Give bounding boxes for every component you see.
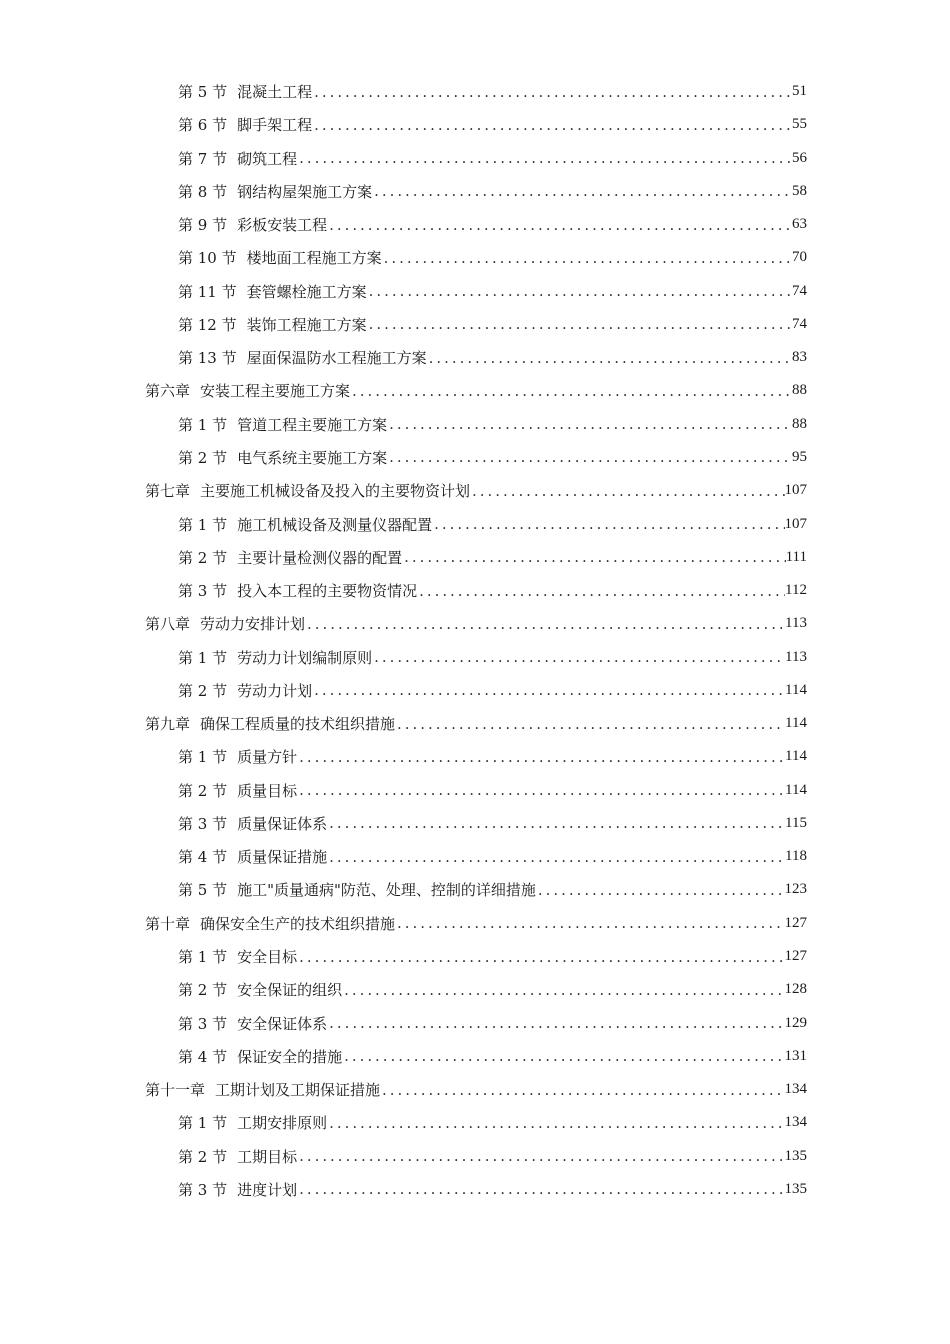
toc-dot-leader xyxy=(297,149,792,167)
toc-entry-title: 脚手架工程 xyxy=(237,116,313,135)
toc-entry-title: 安装工程主要施工方案 xyxy=(200,382,351,401)
toc-entry-number: 第八章 xyxy=(145,615,191,634)
toc-entry-number: 第 6 节 xyxy=(178,116,228,135)
toc-section-entry[interactable] xyxy=(178,508,807,541)
toc-entry-page-number: 55 xyxy=(792,116,807,133)
toc-entry-number: 第 1 节 xyxy=(178,415,228,434)
toc-entry-title: 进度计划 xyxy=(237,1180,298,1199)
toc-entry-number: 第 2 节 xyxy=(178,448,228,467)
toc-section-entry[interactable] xyxy=(178,308,807,341)
toc-dot-leader xyxy=(305,615,785,633)
toc-entry-title: 砌筑工程 xyxy=(237,149,298,168)
toc-entry-title: 工期计划及工期保证措施 xyxy=(215,1081,381,1100)
toc-entry-page-number: 135 xyxy=(784,1147,807,1164)
toc-entry-title: 装饰工程施工方案 xyxy=(246,315,367,334)
toc-section-entry[interactable] xyxy=(178,108,807,141)
toc-entry-number: 第 5 节 xyxy=(178,881,228,900)
toc-section-entry[interactable] xyxy=(178,1173,807,1206)
toc-entry-number: 第 10 节 xyxy=(178,249,237,268)
toc-entry-number: 第 7 节 xyxy=(178,149,228,168)
toc-section-entry[interactable] xyxy=(178,940,807,973)
toc-entry-number: 第 2 节 xyxy=(178,1147,228,1166)
toc-entry-title: 安全目标 xyxy=(237,948,298,967)
toc-entry-title: 套管螺栓施工方案 xyxy=(246,282,367,301)
toc-entry-title: 安全保证的组织 xyxy=(237,981,343,1000)
toc-dot-leader xyxy=(432,515,784,533)
toc-entry-title: 劳动力安排计划 xyxy=(200,615,306,634)
toc-entry-number: 第 1 节 xyxy=(178,1114,228,1133)
toc-entry-title: 质量方针 xyxy=(237,748,298,767)
toc-entry-page-number: 74 xyxy=(792,315,807,332)
toc-section-entry[interactable] xyxy=(178,674,807,707)
toc-entry-page-number: 115 xyxy=(785,814,807,831)
toc-entry-page-number: 135 xyxy=(784,1180,807,1197)
toc-entry-page-number: 70 xyxy=(792,249,807,266)
toc-entry-page-number: 134 xyxy=(784,1081,807,1098)
toc-entry-page-number: 114 xyxy=(785,748,807,765)
toc-dot-leader xyxy=(427,349,792,367)
toc-chapter-entry[interactable] xyxy=(145,1073,807,1106)
toc-chapter-entry[interactable] xyxy=(145,374,807,407)
toc-dot-leader xyxy=(297,1147,784,1165)
toc-dot-leader xyxy=(312,116,792,134)
toc-entry-page-number: 114 xyxy=(785,715,807,732)
toc-entry-number: 第十章 xyxy=(145,914,191,933)
toc-entry-number: 第九章 xyxy=(145,715,191,734)
toc-section-entry[interactable] xyxy=(178,641,807,674)
toc-dot-leader xyxy=(402,548,786,566)
toc-section-entry[interactable] xyxy=(178,807,807,840)
toc-dot-leader xyxy=(387,448,792,466)
toc-entry-number: 第七章 xyxy=(145,482,191,501)
toc-entry-page-number: 88 xyxy=(792,415,807,432)
toc-entry-page-number: 112 xyxy=(785,582,807,599)
toc-dot-leader xyxy=(395,914,784,932)
toc-entry-title: 屋面保温防水工程施工方案 xyxy=(246,349,427,368)
toc-entry-number: 第 12 节 xyxy=(178,315,237,334)
toc-dot-leader xyxy=(327,216,792,234)
toc-section-entry[interactable] xyxy=(178,175,807,208)
toc-section-entry[interactable] xyxy=(178,208,807,241)
toc-entry-page-number: 74 xyxy=(792,282,807,299)
toc-section-entry[interactable] xyxy=(178,341,807,374)
toc-entry-number: 第 3 节 xyxy=(178,582,228,601)
toc-entry-title: 劳动力计划编制原则 xyxy=(237,648,373,667)
toc-section-entry[interactable] xyxy=(178,873,807,906)
toc-entry-title: 工期安排原则 xyxy=(237,1114,328,1133)
toc-entry-number: 第 1 节 xyxy=(178,948,228,967)
toc-entry-number: 第 3 节 xyxy=(178,814,228,833)
toc-entry-page-number: 107 xyxy=(784,515,807,532)
toc-dot-leader xyxy=(536,881,785,899)
toc-dot-leader xyxy=(312,83,792,101)
toc-entry-page-number: 129 xyxy=(784,1014,807,1031)
toc-entry-title: 主要计量检测仪器的配置 xyxy=(237,548,403,567)
toc-dot-leader xyxy=(382,249,792,267)
toc-entry-page-number: 118 xyxy=(785,848,807,865)
toc-entry-number: 第 1 节 xyxy=(178,748,228,767)
toc-entry-title: 确保工程质量的技术组织措施 xyxy=(200,715,396,734)
toc-entry-number: 第 3 节 xyxy=(178,1014,228,1033)
toc-dot-leader xyxy=(297,948,784,966)
toc-entry-page-number: 58 xyxy=(792,182,807,199)
toc-entry-title: 主要施工机械设备及投入的主要物资计划 xyxy=(200,482,471,501)
toc-entry-page-number: 113 xyxy=(785,615,807,632)
toc-dot-leader xyxy=(297,781,785,799)
toc-section-entry[interactable] xyxy=(178,574,807,607)
toc-entry-title: 质量目标 xyxy=(237,781,298,800)
toc-entry-number: 第 1 节 xyxy=(178,648,228,667)
toc-entry-page-number: 113 xyxy=(785,648,807,665)
toc-dot-leader xyxy=(372,648,785,666)
toc-entry-page-number: 107 xyxy=(784,482,807,499)
toc-entry-number: 第 1 节 xyxy=(178,515,228,534)
toc-entry-number: 第 2 节 xyxy=(178,681,228,700)
toc-entry-page-number: 56 xyxy=(792,149,807,166)
toc-chapter-entry[interactable] xyxy=(145,607,807,640)
toc-section-entry[interactable] xyxy=(178,1140,807,1173)
toc-entry-title: 施工"质量通病"防范、处理、控制的详细措施 xyxy=(237,881,536,900)
toc-entry-title: 质量保证体系 xyxy=(237,814,328,833)
toc-section-entry[interactable] xyxy=(178,1106,807,1139)
toc-entry-title: 安全保证体系 xyxy=(237,1014,328,1033)
toc-entry-page-number: 111 xyxy=(785,548,807,565)
toc-entry-title: 混凝土工程 xyxy=(237,83,313,101)
toc-dot-leader xyxy=(327,1014,784,1032)
toc-section-entry[interactable] xyxy=(178,142,807,175)
toc-entry-number: 第 11 节 xyxy=(178,282,237,301)
toc-entry-title: 工期目标 xyxy=(237,1147,298,1166)
toc-entry-number: 第 8 节 xyxy=(178,182,228,201)
toc-dot-leader xyxy=(470,482,784,500)
toc-chapter-entry[interactable] xyxy=(145,474,807,507)
toc-dot-leader xyxy=(312,681,785,699)
toc-section-entry[interactable] xyxy=(178,973,807,1006)
toc-entry-page-number: 51 xyxy=(792,83,807,99)
toc-section-entry[interactable] xyxy=(178,774,807,807)
toc-entry-page-number: 114 xyxy=(785,781,807,798)
toc-dot-leader xyxy=(395,715,785,733)
toc-section-entry[interactable] xyxy=(178,541,807,574)
toc-entry-number: 第十一章 xyxy=(145,1081,206,1100)
toc-dot-leader xyxy=(342,1047,784,1065)
toc-section-entry[interactable] xyxy=(178,740,807,773)
toc-entry-number: 第六章 xyxy=(145,382,191,401)
toc-dot-leader xyxy=(387,415,792,433)
toc-entry-page-number: 127 xyxy=(784,948,807,965)
toc-entry-title: 电气系统主要施工方案 xyxy=(237,448,388,467)
toc-section-entry[interactable] xyxy=(178,1007,807,1040)
toc-entry-number: 第 2 节 xyxy=(178,781,228,800)
toc-section-entry[interactable] xyxy=(178,441,807,474)
toc-entry-title: 彩板安装工程 xyxy=(237,216,328,235)
toc-entry-title: 劳动力计划 xyxy=(237,681,313,700)
toc-chapter-entry[interactable] xyxy=(145,707,807,740)
toc-section-entry[interactable] xyxy=(178,840,807,873)
toc-dot-leader xyxy=(327,848,785,866)
toc-entry-page-number: 134 xyxy=(784,1114,807,1131)
toc-entry-title: 保证安全的措施 xyxy=(237,1047,343,1066)
toc-dot-leader xyxy=(297,748,785,766)
toc-entry-title: 管道工程主要施工方案 xyxy=(237,415,388,434)
toc-entry-title: 质量保证措施 xyxy=(237,848,328,867)
toc-entry-number: 第 13 节 xyxy=(178,349,237,368)
toc-dot-leader xyxy=(350,382,792,400)
toc-dot-leader xyxy=(327,1114,784,1132)
toc-entry-title: 施工机械设备及测量仪器配置 xyxy=(237,515,433,534)
toc-dot-leader xyxy=(380,1081,784,1099)
toc-section-entry[interactable] xyxy=(178,275,807,308)
toc-entry-number: 第 4 节 xyxy=(178,1047,228,1066)
toc-entry-title: 钢结构屋架施工方案 xyxy=(237,182,373,201)
toc-entry-number: 第 3 节 xyxy=(178,1180,228,1199)
toc-entry-number: 第 9 节 xyxy=(178,216,228,235)
toc-entry-title: 确保安全生产的技术组织措施 xyxy=(200,914,396,933)
toc-chapter-entry[interactable] xyxy=(145,907,807,940)
toc-entry-title: 投入本工程的主要物资情况 xyxy=(237,582,418,601)
toc-dot-leader xyxy=(372,182,792,200)
toc-entry-title: 楼地面工程施工方案 xyxy=(246,249,382,268)
toc-dot-leader xyxy=(367,282,792,300)
toc-entry-page-number: 95 xyxy=(792,448,807,465)
toc-section-entry[interactable] xyxy=(178,408,807,441)
toc-section-entry[interactable] xyxy=(178,75,807,108)
toc-entry-number: 第 4 节 xyxy=(178,848,228,867)
toc-entry-page-number: 63 xyxy=(792,216,807,233)
toc-dot-leader xyxy=(367,315,792,333)
toc-entry-number: 第 2 节 xyxy=(178,981,228,1000)
toc-dot-leader xyxy=(327,814,785,832)
toc-entry-number: 第 2 节 xyxy=(178,548,228,567)
toc-entry-page-number: 128 xyxy=(784,981,807,998)
toc-entry-page-number: 114 xyxy=(785,681,807,698)
toc-entry-page-number: 88 xyxy=(792,382,807,399)
toc-entry-page-number: 83 xyxy=(792,349,807,366)
toc-dot-leader xyxy=(297,1180,784,1198)
toc-entry-page-number: 127 xyxy=(784,914,807,931)
toc-section-entry[interactable] xyxy=(178,1040,807,1073)
toc-entry-number: 第 5 节 xyxy=(178,83,228,101)
toc-dot-leader xyxy=(417,582,785,600)
toc-section-entry[interactable] xyxy=(178,241,807,274)
toc-entry-page-number: 123 xyxy=(784,881,807,898)
toc-entry-page-number: 131 xyxy=(784,1047,807,1064)
toc-dot-leader xyxy=(342,981,784,999)
